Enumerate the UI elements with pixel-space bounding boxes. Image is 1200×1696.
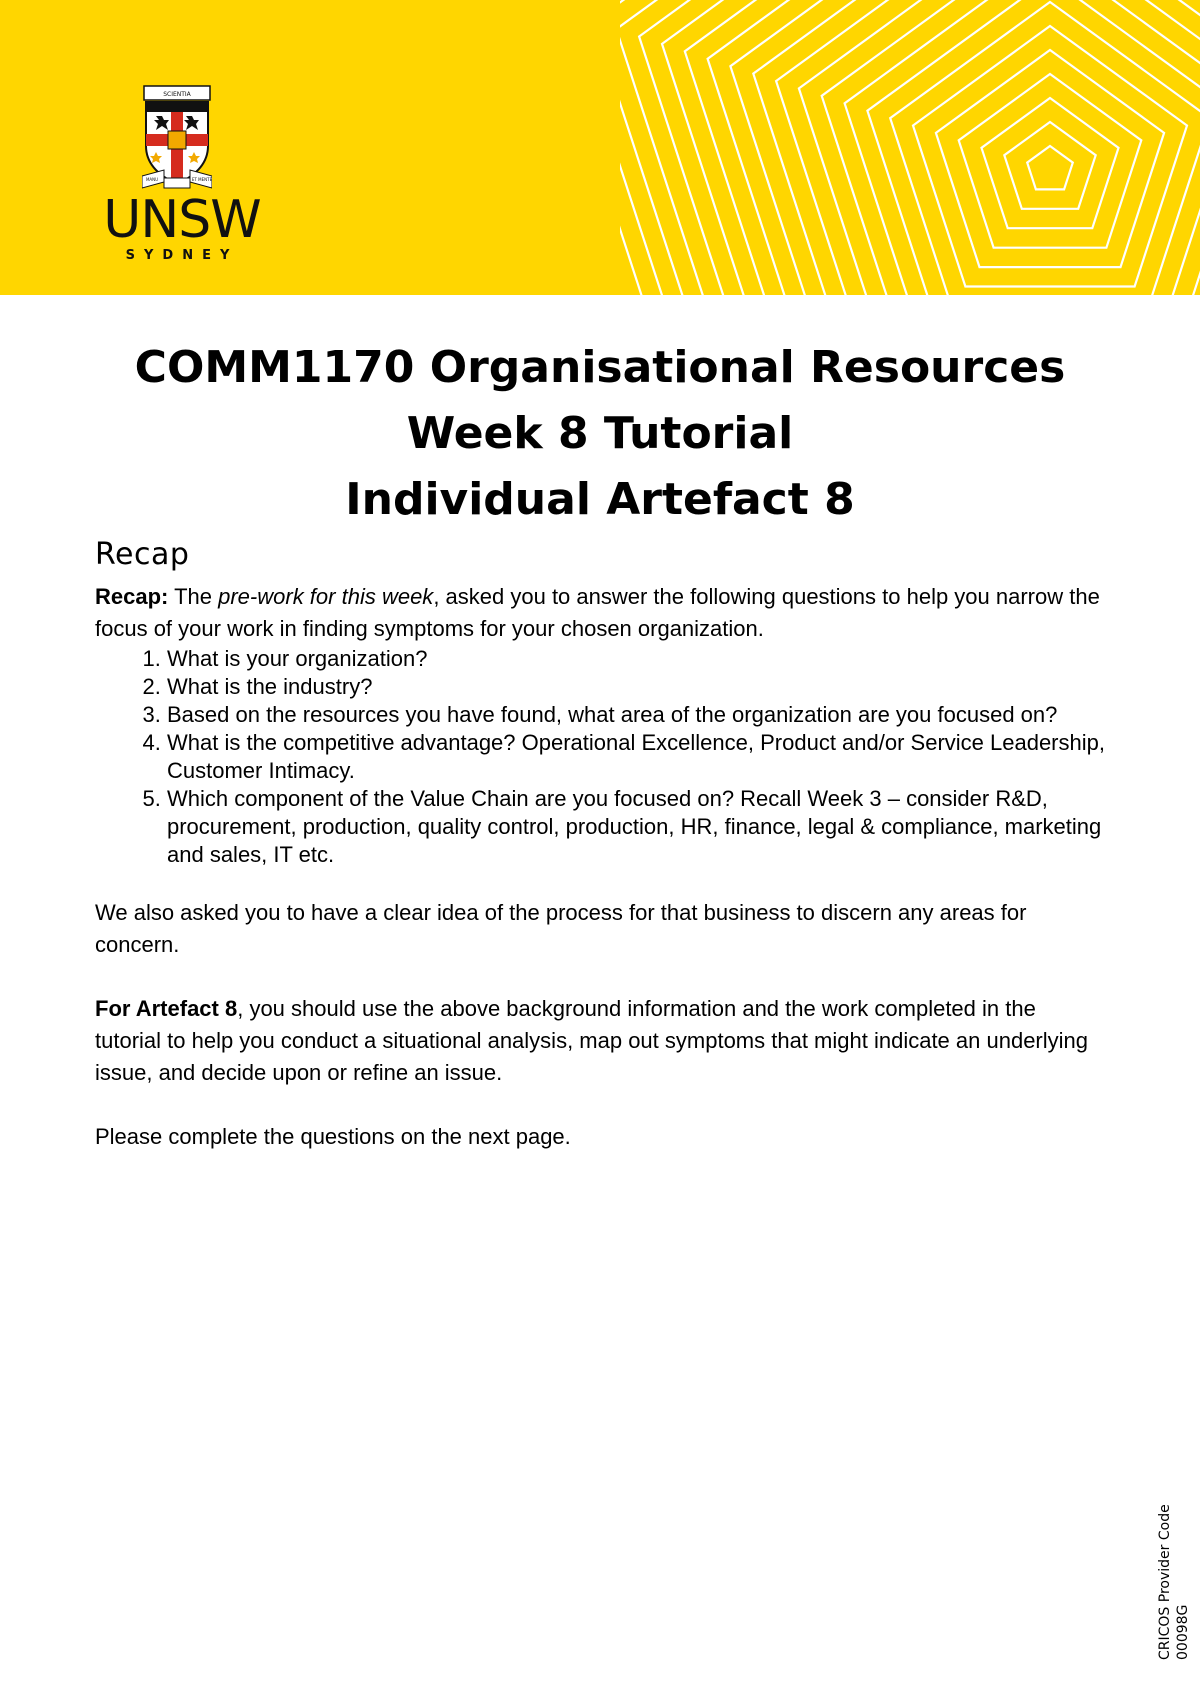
pentagon-ring <box>867 0 1200 295</box>
sydney-wordmark: SYDNEY <box>125 248 239 263</box>
title-course: COMM1170 Organisational Resources <box>134 342 1066 393</box>
unsw-logo <box>92 80 272 270</box>
shield-scroll-top: SCIENTIA <box>163 91 191 98</box>
artefact-label: For Artefact 8 <box>95 996 238 1021</box>
shield-scroll-right: ET MENTE <box>191 177 212 182</box>
pentagon-ring <box>620 0 1200 295</box>
recap-question-list <box>95 645 1105 869</box>
spacer <box>95 961 1105 993</box>
recap-intro-pre: The <box>168 584 219 609</box>
header-banner <box>0 0 1200 295</box>
shield-scroll-left: MANU <box>145 177 159 182</box>
artefact-paragraph <box>95 993 1105 1089</box>
list-item: 1. What is your organization? <box>167 645 1105 673</box>
recap-label: Recap <box>95 584 162 609</box>
closing-paragraph: Please complete the questions on the next page. <box>95 1124 571 1149</box>
recap-label-colon: : <box>161 584 169 609</box>
title-artefact: Individual Artefact 8 <box>345 474 855 525</box>
pentagon-ring <box>620 0 1200 295</box>
unsw-shield-icon <box>142 84 212 192</box>
cricos-provider-code <box>1156 1460 1192 1660</box>
recap-intro <box>95 581 1105 645</box>
recap-intro-italic: pre-work for this week <box>218 584 434 609</box>
list-item: 4. What is the competitive advantage? Operational Excellence, Product and/or Service Leadership, Customer Intimacy. <box>167 729 1105 785</box>
pentagon-ring <box>1004 122 1095 209</box>
spacer <box>95 1089 1105 1121</box>
cricos-label: CRICOS Provider Code <box>1157 1504 1173 1660</box>
recap-intro-post: , asked you to answer the following questions to help you narrow the focus of your work in finding symptoms for your chosen organization. <box>95 584 1100 641</box>
cricos-code: 00098G <box>1175 1604 1191 1660</box>
recap-heading: Recap <box>95 537 190 572</box>
list-item: 5. Which component of the Value Chain are you focused on? Recall Week 3 – consider R&D, procurement, production, quality control, production, HR, finance, legal & compliance, marketing and sales, IT etc. <box>167 785 1105 869</box>
pentagon-ring <box>753 0 1200 295</box>
title-week: Week 8 Tutorial <box>406 408 794 459</box>
pentagon-ring <box>1027 146 1073 189</box>
process-paragraph: We also asked you to have a clear idea of the process for that business to discern any areas for concern. <box>95 900 1027 957</box>
artefact-text: , you should use the above background information and the work completed in the tutorial to help you conduct a situational analysis, map out symptoms that might indicate an underlying issue, and decide upon or refine an issue. <box>95 996 1088 1085</box>
unsw-wordmark: UNSW <box>103 190 261 250</box>
pentagon-ring <box>936 50 1164 267</box>
list-item: 3. Based on the resources you have found, what area of the organization are you focused on? <box>167 701 1105 729</box>
pentagon-ring <box>620 0 1200 295</box>
document-title <box>0 335 1200 533</box>
list-item: 2. What is the industry? <box>167 673 1105 701</box>
recap-section <box>95 535 1105 1153</box>
pentagon-pattern-graphic <box>620 0 1200 295</box>
spacer <box>95 869 1105 897</box>
pentagon-ring <box>620 0 1200 295</box>
pentagon-ring <box>776 0 1200 295</box>
pentagon-ring <box>730 0 1200 295</box>
